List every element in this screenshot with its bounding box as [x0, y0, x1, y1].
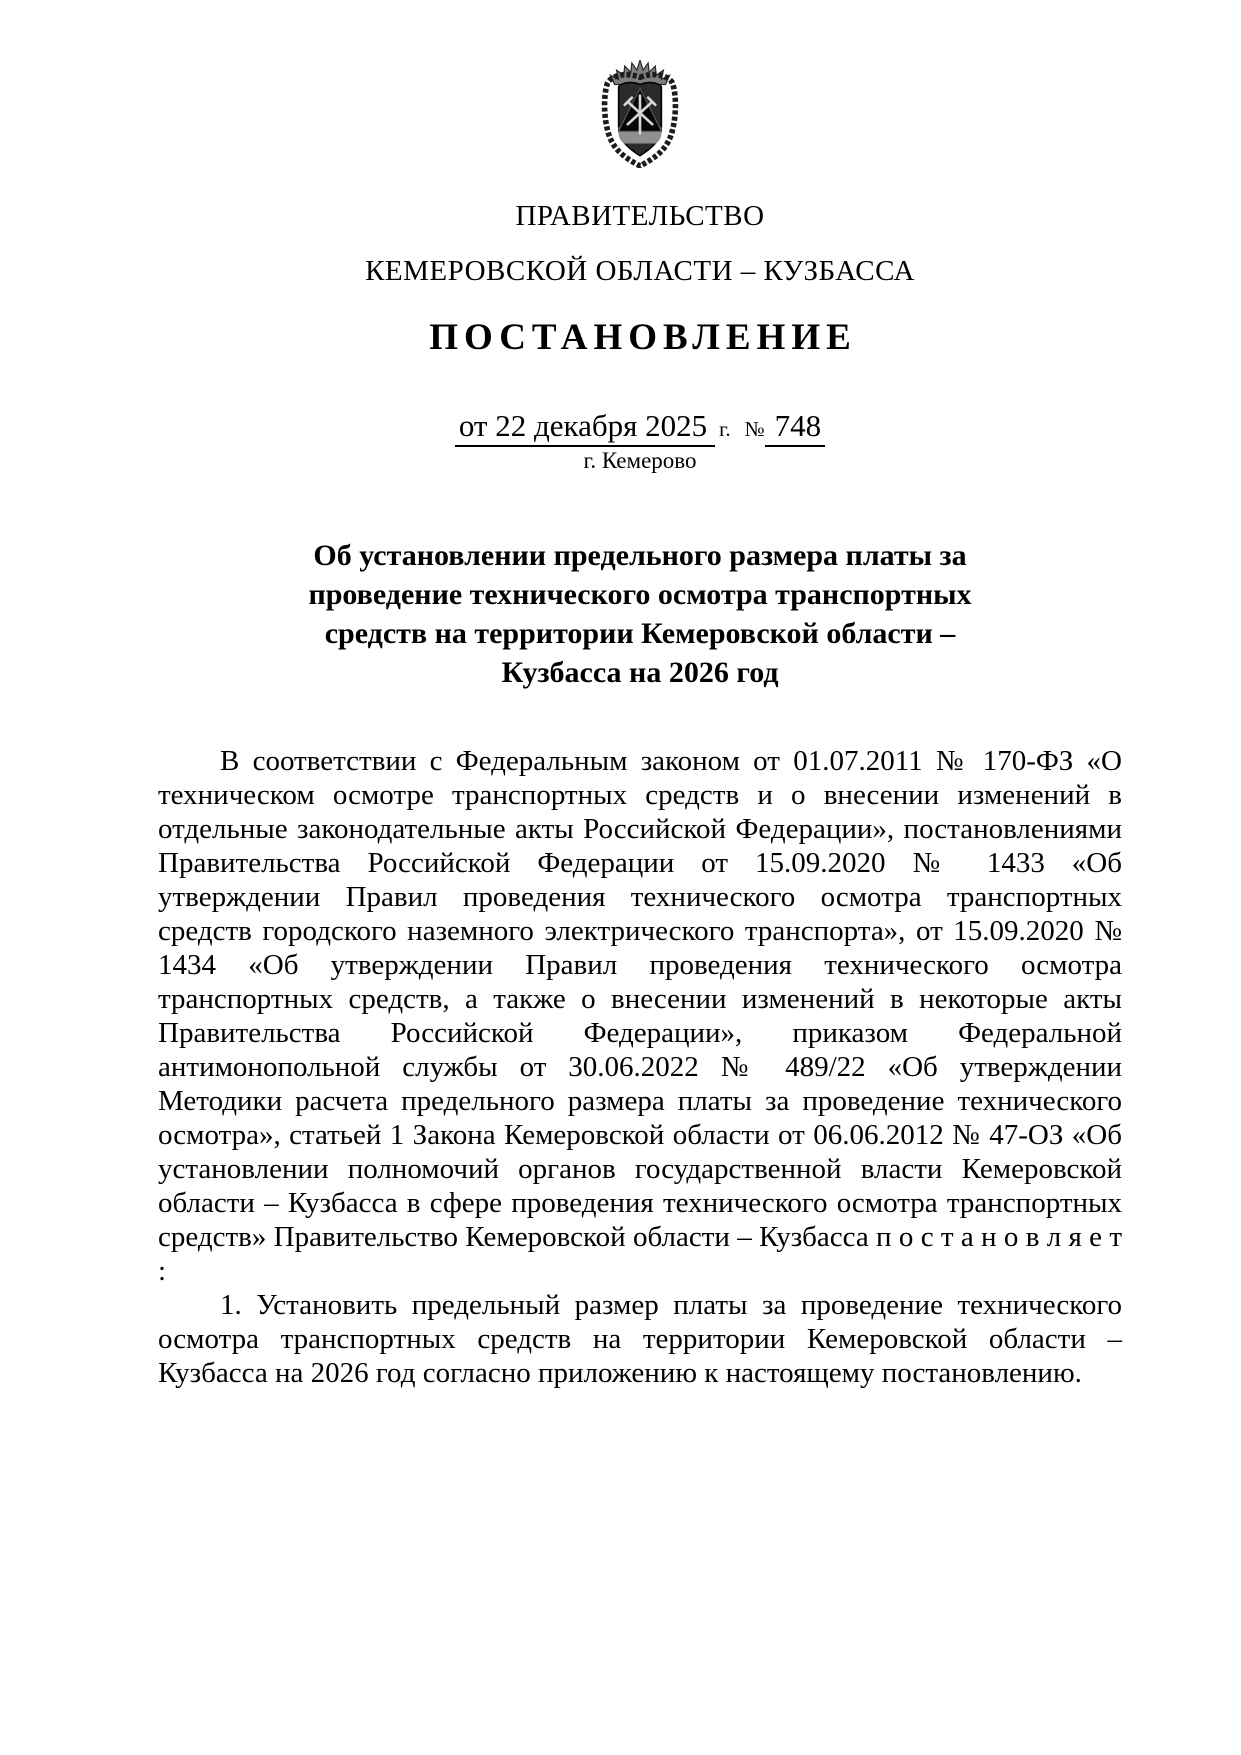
doc-number: 748	[765, 408, 826, 447]
doc-date: от 22 декабря 2025	[455, 408, 715, 447]
kuzbass-coat-of-arms-icon	[599, 60, 681, 168]
emblem-container	[158, 0, 1122, 173]
body-paragraph-2: 1. Установить предельный размер платы за проведение технического осмотра транспортных средств на территории Кемеровской области – Кузбасса на 2026 год согласно приложению к настоящему постановлению.	[158, 1289, 1122, 1389]
number-sign: №	[744, 417, 765, 441]
body-paragraph-1: В соответствии с Федеральным законом от 01.07.2011 № 170-ФЗ «О техническом осмотре транспортных средств и о внесении изменений в отдельные законодательные акты Российской Федерации», постановлениями Правительства Российской Федерации от 15.09.2020 № 1433 «Об утверждении Правил проведения технического осмотра транспортных средств городского наземного электрического транспорта», от 15.09.2020 № 1434 «Об утверждении Правил проведения технического осмотра транспортных средств, а также о внесении изменений в некоторые акты Правительства Российской Федерации», приказом Федеральной антимонопольной службы от 30.06.2022 № 489/22 «Об утверждении Методики расчета предельного размера платы за проведение технического осмотра», статьей 1 Закона Кемеровской области от 06.06.2012 № 47-ОЗ «Об установлении полномочий органов государственной власти Кемеровской области – Кузбасса в сфере проведения технического осмотра транспортных средств» Правительство Кемеровской области – Кузбасса п о с т а н о в л я е т :	[158, 745, 1122, 1287]
city-label: г. Кемерово	[583, 448, 697, 473]
date-number-line	[158, 408, 1122, 447]
document-body	[158, 744, 1122, 1390]
doc-type-heading: ПОСТАНОВЛЕНИЕ	[429, 317, 857, 358]
date-unit-label: г.	[719, 417, 731, 441]
org-name-line2: КЕМЕРОВСКОЙ ОБЛАСТИ – КУЗБАССА	[365, 255, 915, 287]
document-title: Об установлении предельного размера платы за проведение технического осмотра транспортных средств на территории Кемеровской области – Кузбасса на 2026 год	[308, 539, 972, 689]
document-content-column	[158, 0, 1122, 1390]
org-name-line1: ПРАВИТЕЛЬСТВО	[515, 200, 765, 232]
